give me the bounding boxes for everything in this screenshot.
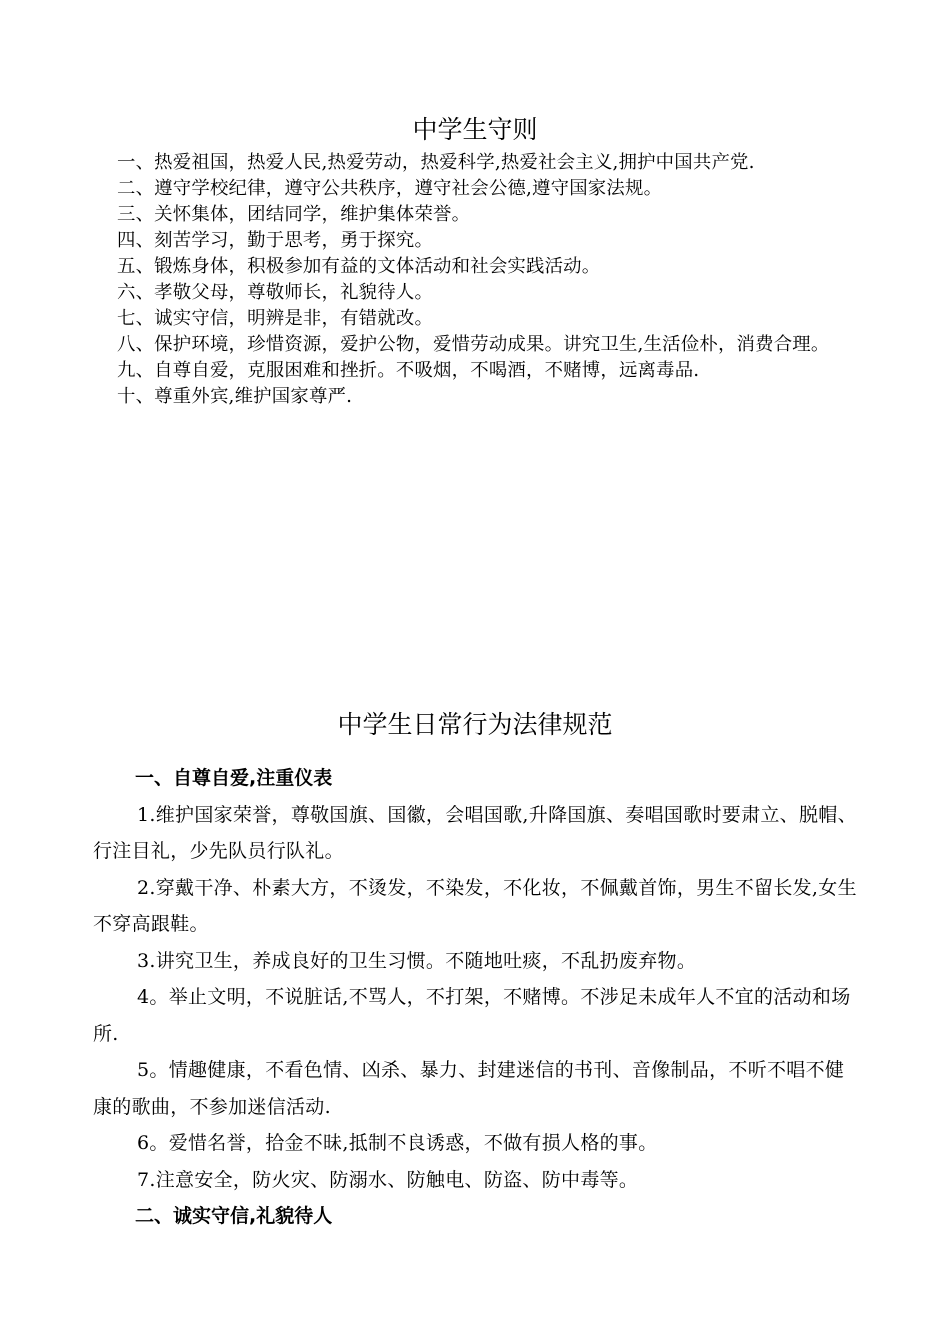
norms-body [93, 760, 863, 1235]
rules-list [93, 150, 863, 410]
norms-title: 中学生日常行为法律规范 [337, 710, 613, 739]
section-heading-2: 二、诚实守信,礼貌待人 [135, 1205, 333, 1227]
norm-item: 2.穿戴干净、朴素大方，不烫发，不染发，不化妆，不佩戴首饰，男生不留长发,女生不穿高跟鞋。 [93, 876, 857, 935]
norm-item: 7.注意安全，防火灾、防溺水、防触电、防盗、防中毒等。 [137, 1168, 639, 1191]
norm-item: 6。爱惜名誉，拾金不昧,抵制不良诱惑，不做有损人格的事。 [137, 1132, 658, 1154]
rule-item: 四、刻苦学习，勤于思考，勇于探究。 [117, 230, 434, 251]
rule-item: 五、锻炼身体，积极参加有益的文体活动和社会实践活动。 [117, 256, 601, 277]
rule-item: 一、热爱祖国，热爱人民,热爱劳动，热爱科学,热爱社会主义,拥护中国共产党. [117, 152, 755, 173]
norm-item: 3.讲究卫生，养成良好的卫生习惯。不随地吐痰，不乱扔废弃物。 [137, 949, 697, 972]
rule-item: 九、自尊自爱，克服困难和挫折。不吸烟，不喝酒，不赌博，远离毒品. [117, 360, 700, 381]
norm-item: 4。举止文明，不说脏话,不骂人，不打架，不赌博。不涉足未成年人不宜的活动和场所. [93, 986, 851, 1045]
section-heading-1: 一、自尊自爱,注重仪表 [135, 767, 333, 789]
norm-item: 1.维护国家荣誉，尊敬国旗、国徽，会唱国歌,升降国旗、奏唱国歌时要肃立、脱帽、行注目礼，少先队员行队礼。 [93, 803, 857, 862]
rules-title: 中学生守则 [412, 115, 538, 144]
rule-item: 八、保护环境，珍惜资源，爱护公物，爱惜劳动成果。讲究卫生,生活俭朴，消费合理。 [117, 334, 830, 355]
rule-item: 七、诚实守信，明辨是非，有错就改。 [117, 308, 434, 329]
rule-item: 六、孝敬父母，尊敬师长，礼貌待人。 [117, 282, 434, 303]
norm-item: 5。情趣健康，不看色情、凶杀、暴力、封建迷信的书刊、音像制品，不听不唱不健康的歌曲，不参加迷信活动. [93, 1059, 845, 1118]
rule-item: 二、遵守学校纪律，遵守公共秩序，遵守社会公德,遵守国家法规。 [117, 178, 663, 199]
rule-item: 十、尊重外宾,维护国家尊严. [117, 386, 353, 407]
rule-item: 三、关怀集体，团结同学，维护集体荣誉。 [117, 204, 471, 225]
